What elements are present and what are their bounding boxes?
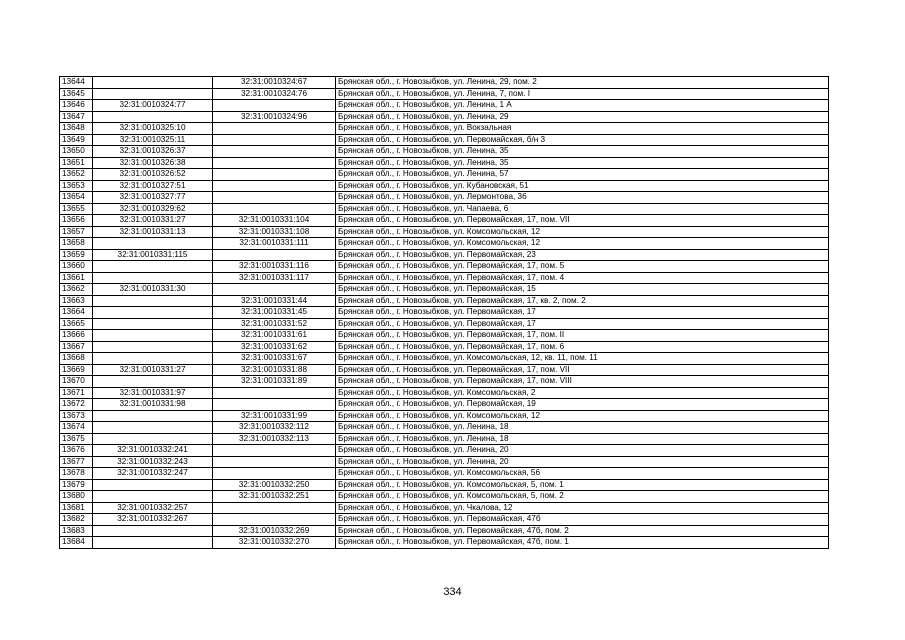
row-number-cell: 13663 — [60, 295, 93, 307]
cadastral-number-primary-cell — [93, 479, 213, 491]
row-number-cell: 13651 — [60, 157, 93, 169]
cadastral-number-secondary-cell: 32:31:0010332:269 — [213, 525, 336, 537]
row-number-cell: 13672 — [60, 399, 93, 411]
address-cell: Брянская обл., г. Новозыбков, ул. Ленина, 18 — [336, 422, 829, 434]
cadastral-number-primary-cell — [93, 261, 213, 273]
address-cell: Брянская обл., г. Новозыбков, ул. Комсомольская, 2 — [336, 387, 829, 399]
table-row — [60, 272, 829, 284]
address-cell: Брянская обл., г. Новозыбков, ул. Лермонтова, 36 — [336, 192, 829, 204]
cadastral-number-secondary-cell: 32:31:0010332:112 — [213, 422, 336, 434]
address-cell: Брянская обл., г. Новозыбков, ул. Ленина, 57 — [336, 169, 829, 181]
cadastral-number-primary-cell: 32:31:0010332:257 — [93, 502, 213, 514]
row-number-cell: 13678 — [60, 468, 93, 480]
cadastral-number-primary-cell: 32:31:0010325:10 — [93, 123, 213, 135]
address-cell: Брянская обл., г. Новозыбков, ул. Комсомольская, 12, кв. 11, пом. 11 — [336, 353, 829, 365]
address-cell: Брянская обл., г. Новозыбков, ул. Ленина, 1 А — [336, 100, 829, 112]
cadastral-number-secondary-cell — [213, 387, 336, 399]
cadastral-number-secondary-cell: 32:31:0010324:76 — [213, 88, 336, 100]
address-cell: Брянская обл., г. Новозыбков, ул. Первомайская, 47б, пом. 1 — [336, 537, 829, 549]
row-number-cell: 13662 — [60, 284, 93, 296]
cadastral-number-primary-cell — [93, 422, 213, 434]
cadastral-number-secondary-cell: 32:31:0010332:250 — [213, 479, 336, 491]
address-cell: Брянская обл., г. Новозыбков, ул. Первомайская, б/н 3 — [336, 134, 829, 146]
cadastral-number-secondary-cell: 32:31:0010324:96 — [213, 111, 336, 123]
cadastral-number-primary-cell: 32:31:0010332:247 — [93, 468, 213, 480]
cadastral-number-secondary-cell — [213, 502, 336, 514]
address-cell: Брянская обл., г. Новозыбков, ул. Ленина, 20 — [336, 456, 829, 468]
table-row — [60, 203, 829, 215]
cadastral-number-secondary-cell: 32:31:0010332:270 — [213, 537, 336, 549]
cadastral-number-primary-cell: 32:31:0010324:77 — [93, 100, 213, 112]
table-row — [60, 295, 829, 307]
cadastral-number-secondary-cell — [213, 445, 336, 457]
table-row — [60, 410, 829, 422]
cadastral-number-primary-cell — [93, 433, 213, 445]
row-number-cell: 13660 — [60, 261, 93, 273]
row-number-cell: 13683 — [60, 525, 93, 537]
row-number-cell: 13648 — [60, 123, 93, 135]
row-number-cell: 13666 — [60, 330, 93, 342]
row-number-cell: 13658 — [60, 238, 93, 250]
cadastral-number-secondary-cell: 32:31:0010331:116 — [213, 261, 336, 273]
table-row — [60, 353, 829, 365]
address-cell: Брянская обл., г. Новозыбков, ул. Чкалова, 12 — [336, 502, 829, 514]
row-number-cell: 13673 — [60, 410, 93, 422]
cadastral-number-primary-cell: 32:31:0010326:37 — [93, 146, 213, 158]
cadastral-number-primary-cell: 32:31:0010326:52 — [93, 169, 213, 181]
table-row — [60, 307, 829, 319]
cadastral-number-primary-cell — [93, 341, 213, 353]
address-cell: Брянская обл., г. Новозыбков, ул. Первомайская, 17, пом. 4 — [336, 272, 829, 284]
table-row — [60, 169, 829, 181]
row-number-cell: 13669 — [60, 364, 93, 376]
cadastral-number-primary-cell: 32:31:0010326:38 — [93, 157, 213, 169]
address-cell: Брянская обл., г. Новозыбков, ул. Первомайская, 47б — [336, 514, 829, 526]
cadastral-number-secondary-cell: 32:31:0010331:117 — [213, 272, 336, 284]
cadastral-number-secondary-cell — [213, 514, 336, 526]
table-row — [60, 284, 829, 296]
table-row — [60, 445, 829, 457]
row-number-cell: 13659 — [60, 249, 93, 261]
table-row — [60, 100, 829, 112]
address-cell: Брянская обл., г. Новозыбков, ул. Первомайская, 15 — [336, 284, 829, 296]
cadastral-number-secondary-cell: 32:31:0010331:99 — [213, 410, 336, 422]
address-cell: Брянская обл., г. Новозыбков, ул. Комсомольская, 12 — [336, 238, 829, 250]
cadastral-number-secondary-cell — [213, 192, 336, 204]
address-cell: Брянская обл., г. Новозыбков, ул. Первомайская, 23 — [336, 249, 829, 261]
cadastral-number-primary-cell: 32:31:0010331:13 — [93, 226, 213, 238]
address-cell: Брянская обл., г. Новозыбков, ул. Ленина, 29, пом. 2 — [336, 77, 829, 89]
row-number-cell: 13661 — [60, 272, 93, 284]
cadastral-number-secondary-cell — [213, 169, 336, 181]
table-row — [60, 226, 829, 238]
cadastral-number-primary-cell — [93, 272, 213, 284]
cadastral-number-secondary-cell — [213, 134, 336, 146]
cadastral-number-secondary-cell: 32:31:0010324:67 — [213, 77, 336, 89]
row-number-cell: 13644 — [60, 77, 93, 89]
table-row — [60, 399, 829, 411]
cadastral-number-primary-cell — [93, 77, 213, 89]
table-row — [60, 192, 829, 204]
table-row — [60, 249, 829, 261]
table-row — [60, 330, 829, 342]
cadastral-number-primary-cell: 32:31:0010332:241 — [93, 445, 213, 457]
table-row — [60, 537, 829, 549]
row-number-cell: 13652 — [60, 169, 93, 181]
address-cell: Брянская обл., г. Новозыбков, ул. Вокзальная — [336, 123, 829, 135]
table-row — [60, 77, 829, 89]
row-number-cell: 13656 — [60, 215, 93, 227]
address-cell: Брянская обл., г. Новозыбков, ул. Первомайская, 17, пом. VII — [336, 215, 829, 227]
row-number-cell: 13667 — [60, 341, 93, 353]
cadastral-number-secondary-cell — [213, 249, 336, 261]
cadastral-number-primary-cell: 32:31:0010327:51 — [93, 180, 213, 192]
cadastral-number-secondary-cell: 32:31:0010331:108 — [213, 226, 336, 238]
table-row — [60, 88, 829, 100]
address-cell: Брянская обл., г. Новозыбков, ул. Комсомольская, 12 — [336, 410, 829, 422]
table-row — [60, 364, 829, 376]
address-cell: Брянская обл., г. Новозыбков, ул. Первомайская, 17, пом. II — [336, 330, 829, 342]
row-number-cell: 13655 — [60, 203, 93, 215]
table-row — [60, 433, 829, 445]
row-number-cell: 13682 — [60, 514, 93, 526]
address-cell: Брянская обл., г. Новозыбков, ул. Первомайская, 17, пом. 5 — [336, 261, 829, 273]
cadastral-number-primary-cell — [93, 330, 213, 342]
cadastral-number-primary-cell — [93, 525, 213, 537]
cadastral-number-primary-cell: 32:31:0010332:267 — [93, 514, 213, 526]
address-cell: Брянская обл., г. Новозыбков, ул. Ленина, 7, пом. I — [336, 88, 829, 100]
cadastral-number-secondary-cell — [213, 123, 336, 135]
cadastral-number-secondary-cell: 32:31:0010331:45 — [213, 307, 336, 319]
row-number-cell: 13668 — [60, 353, 93, 365]
row-number-cell: 13645 — [60, 88, 93, 100]
cadastral-number-secondary-cell: 32:31:0010331:88 — [213, 364, 336, 376]
row-number-cell: 13647 — [60, 111, 93, 123]
cadastral-number-primary-cell: 32:31:0010331:98 — [93, 399, 213, 411]
row-number-cell: 13681 — [60, 502, 93, 514]
cadastral-number-primary-cell — [93, 88, 213, 100]
row-number-cell: 13654 — [60, 192, 93, 204]
table-row — [60, 261, 829, 273]
cadastral-number-primary-cell — [93, 410, 213, 422]
table-row — [60, 376, 829, 388]
address-cell: Брянская обл., г. Новозыбков, ул. Первомайская, 17 — [336, 307, 829, 319]
row-number-cell: 13676 — [60, 445, 93, 457]
cadastral-number-primary-cell — [93, 111, 213, 123]
cadastral-number-primary-cell: 32:31:0010331:27 — [93, 215, 213, 227]
address-cell: Брянская обл., г. Новозыбков, ул. Первомайская, 17, кв. 2, пом. 2 — [336, 295, 829, 307]
cadastral-number-primary-cell: 32:31:0010331:97 — [93, 387, 213, 399]
table-row — [60, 525, 829, 537]
address-cell: Брянская обл., г. Новозыбков, ул. Ленина, 35 — [336, 157, 829, 169]
table-row — [60, 491, 829, 503]
cadastral-number-primary-cell: 32:31:0010325:11 — [93, 134, 213, 146]
row-number-cell: 13670 — [60, 376, 93, 388]
cadastral-number-secondary-cell: 32:31:0010331:67 — [213, 353, 336, 365]
address-cell: Брянская обл., г. Новозыбков, ул. Комсомольская, 5, пом. 2 — [336, 491, 829, 503]
cadastral-number-primary-cell: 32:31:0010331:30 — [93, 284, 213, 296]
cadastral-number-secondary-cell: 32:31:0010331:62 — [213, 341, 336, 353]
table-row — [60, 422, 829, 434]
cadastral-number-primary-cell — [93, 318, 213, 330]
row-number-cell: 13646 — [60, 100, 93, 112]
table-row — [60, 157, 829, 169]
row-number-cell: 13675 — [60, 433, 93, 445]
row-number-cell: 13650 — [60, 146, 93, 158]
row-number-cell: 13671 — [60, 387, 93, 399]
cadastral-number-secondary-cell — [213, 468, 336, 480]
cadastral-number-secondary-cell — [213, 146, 336, 158]
table-row — [60, 387, 829, 399]
cadastral-number-secondary-cell — [213, 100, 336, 112]
register-table-body — [60, 77, 829, 549]
cadastral-number-primary-cell: 32:31:0010332:243 — [93, 456, 213, 468]
address-cell: Брянская обл., г. Новозыбков, ул. Комсомольская, 5, пом. 1 — [336, 479, 829, 491]
table-row — [60, 123, 829, 135]
row-number-cell: 13664 — [60, 307, 93, 319]
table-row — [60, 502, 829, 514]
cadastral-number-secondary-cell: 32:31:0010331:52 — [213, 318, 336, 330]
cadastral-number-primary-cell — [93, 295, 213, 307]
cadastral-number-primary-cell — [93, 537, 213, 549]
cadastral-number-primary-cell — [93, 353, 213, 365]
cadastral-number-secondary-cell: 32:31:0010332:113 — [213, 433, 336, 445]
address-cell: Брянская обл., г. Новозыбков, ул. Ленина, 29 — [336, 111, 829, 123]
cadastral-number-secondary-cell — [213, 456, 336, 468]
cadastral-number-secondary-cell — [213, 399, 336, 411]
cadastral-number-primary-cell: 32:31:0010327:77 — [93, 192, 213, 204]
cadastral-number-primary-cell: 32:31:0010329:62 — [93, 203, 213, 215]
table-row — [60, 146, 829, 158]
table-row — [60, 514, 829, 526]
cadastral-number-primary-cell — [93, 376, 213, 388]
address-cell: Брянская обл., г. Новозыбков, ул. Ленина, 18 — [336, 433, 829, 445]
table-row — [60, 456, 829, 468]
cadastral-number-primary-cell: 32:31:0010331:27 — [93, 364, 213, 376]
row-number-cell: 13657 — [60, 226, 93, 238]
address-cell: Брянская обл., г. Новозыбков, ул. Комсомольская, 56 — [336, 468, 829, 480]
row-number-cell: 13680 — [60, 491, 93, 503]
page-number: 334 — [443, 586, 462, 598]
cadastral-number-secondary-cell — [213, 284, 336, 296]
address-cell: Брянская обл., г. Новозыбков, ул. Первомайская, 17 — [336, 318, 829, 330]
address-cell: Брянская обл., г. Новозыбков, ул. Первомайская, 47б, пом. 2 — [336, 525, 829, 537]
cadastral-number-primary-cell — [93, 491, 213, 503]
row-number-cell: 13649 — [60, 134, 93, 146]
cadastral-number-secondary-cell: 32:31:0010331:104 — [213, 215, 336, 227]
table-row — [60, 468, 829, 480]
table-row — [60, 238, 829, 250]
cadastral-number-secondary-cell: 32:31:0010331:111 — [213, 238, 336, 250]
row-number-cell: 13679 — [60, 479, 93, 491]
row-number-cell: 13674 — [60, 422, 93, 434]
cadastral-number-secondary-cell: 32:31:0010332:251 — [213, 491, 336, 503]
address-cell: Брянская обл., г. Новозыбков, ул. Первомайская, 17, пом. VII — [336, 364, 829, 376]
table-row — [60, 341, 829, 353]
address-cell: Брянская обл., г. Новозыбков, ул. Первомайская, 19 — [336, 399, 829, 411]
address-cell: Брянская обл., г. Новозыбков, ул. Комсомольская, 12 — [336, 226, 829, 238]
address-cell: Брянская обл., г. Новозыбков, ул. Ленина, 35 — [336, 146, 829, 158]
row-number-cell: 13684 — [60, 537, 93, 549]
table-row — [60, 111, 829, 123]
cadastral-number-secondary-cell: 32:31:0010331:89 — [213, 376, 336, 388]
table-row — [60, 318, 829, 330]
cadastral-number-secondary-cell: 32:31:0010331:61 — [213, 330, 336, 342]
cadastral-number-primary-cell: 32:31:0010331:115 — [93, 249, 213, 261]
cadastral-number-secondary-cell: 32:31:0010331:44 — [213, 295, 336, 307]
row-number-cell: 13653 — [60, 180, 93, 192]
table-row — [60, 180, 829, 192]
register-table — [59, 76, 829, 549]
cadastral-number-secondary-cell — [213, 203, 336, 215]
address-cell: Брянская обл., г. Новозыбков, ул. Чапаева, 6 — [336, 203, 829, 215]
cadastral-number-primary-cell — [93, 307, 213, 319]
address-cell: Брянская обл., г. Новозыбков, ул. Кубановская, 51 — [336, 180, 829, 192]
table-row — [60, 479, 829, 491]
row-number-cell: 13665 — [60, 318, 93, 330]
address-cell: Брянская обл., г. Новозыбков, ул. Первомайская, 17, пом. VIII — [336, 376, 829, 388]
address-cell: Брянская обл., г. Новозыбков, ул. Ленина, 20 — [336, 445, 829, 457]
address-cell: Брянская обл., г. Новозыбков, ул. Первомайская, 17, пом. 6 — [336, 341, 829, 353]
cadastral-number-primary-cell — [93, 238, 213, 250]
table-row — [60, 215, 829, 227]
cadastral-number-secondary-cell — [213, 180, 336, 192]
row-number-cell: 13677 — [60, 456, 93, 468]
cadastral-number-secondary-cell — [213, 157, 336, 169]
table-row — [60, 134, 829, 146]
